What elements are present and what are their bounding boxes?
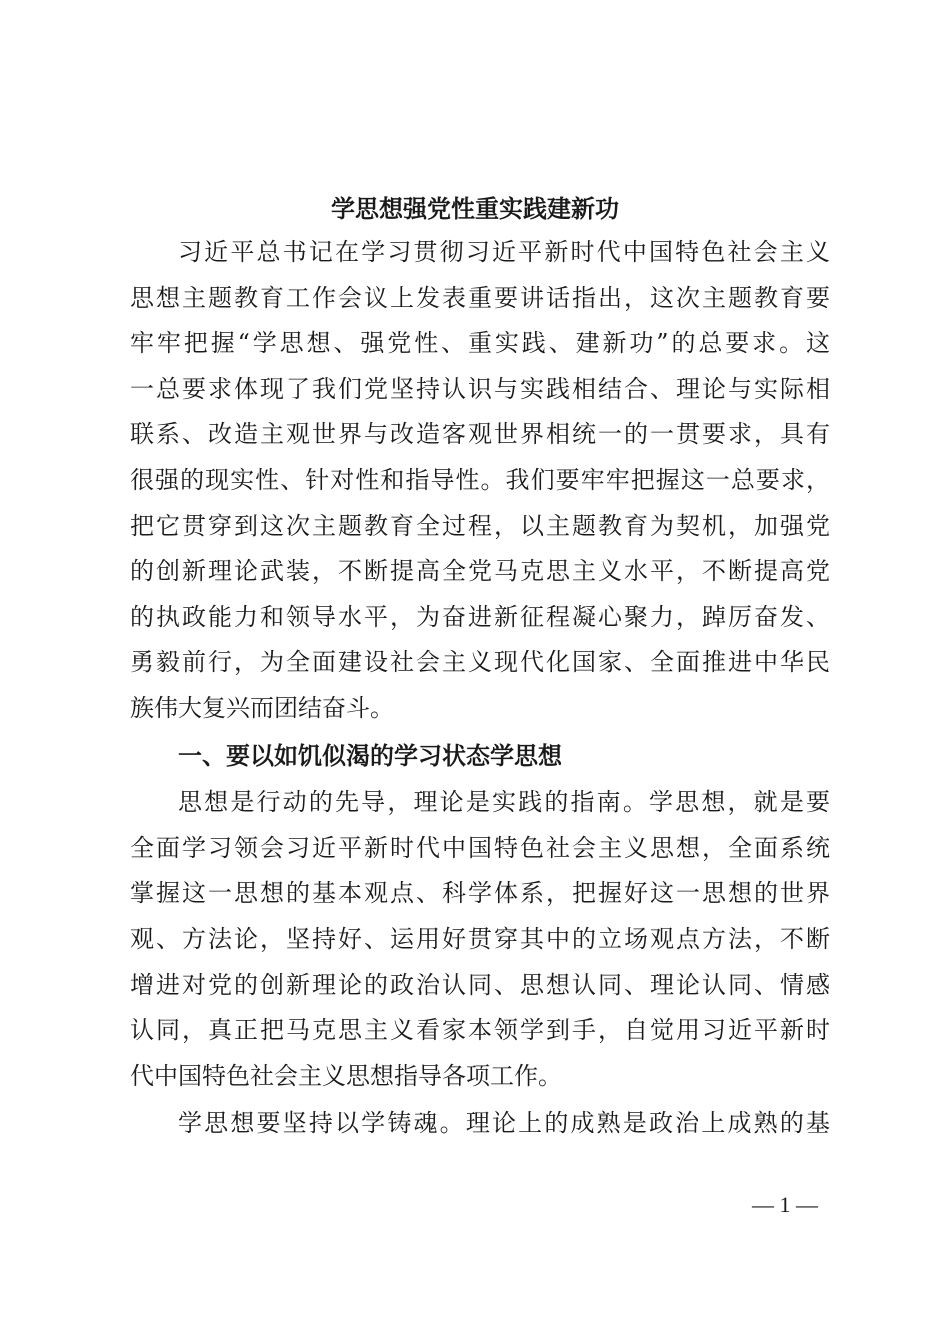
paragraph-line: 思想主题教育工作会议上发表重要讲话指出，这次主题教育要 [130, 284, 830, 312]
page-number: — 1 — [752, 1192, 818, 1217]
paragraph-line: 的执政能力和领导水平，为奋进新征程凝心聚力，踔厉奋发、 [130, 603, 830, 631]
paragraph-line: 习近平总书记在学习贯彻习近平新时代中国特色社会主义 [178, 238, 830, 266]
paragraph-line: 族伟大复兴而团结奋斗。 [130, 694, 394, 722]
paragraph-line: 勇毅前行，为全面建设社会主义现代化国家、全面推进中华民 [130, 648, 830, 676]
paragraph-line: 的创新理论武装，不断提高全党马克思主义水平，不断提高党 [130, 557, 830, 585]
paragraph-line: 学思想要坚持以学铸魂。理论上的成熟是政治上成熟的基 [178, 1109, 830, 1137]
paragraph-line: 全面学习领会习近平新时代中国特色社会主义思想，全面系统 [130, 834, 830, 862]
paragraph-line: 思想是行动的先导，理论是实践的指南。学思想，就是要 [178, 788, 830, 816]
paragraph-line: 牢牢把握“学思想、强党性、重实践、建新功”的总要求。这 [130, 329, 830, 357]
paragraph-line: 很强的现实性、针对性和指导性。我们要牢牢把握这一总要求， [130, 466, 830, 494]
paragraph-line: 掌握这一思想的基本观点、科学体系，把握好这一思想的世界 [130, 879, 830, 907]
paragraph-line: 增进对党的创新理论的政治认同、思想认同、理论认同、情感 [130, 971, 830, 999]
paragraph-line: 认同，真正把马克思主义看家本领学到手，自觉用习近平新时 [130, 1016, 830, 1044]
document-title: 学思想强党性重实践建新功 [331, 194, 619, 223]
section-heading: 一、要以如饥似渴的学习状态学思想 [178, 742, 562, 770]
paragraph-line: 观、方法论，坚持好、运用好贯穿其中的立场观点方法，不断 [130, 925, 830, 953]
paragraph-line: 把它贯穿到这次主题教育全过程，以主题教育为契机，加强党 [130, 512, 830, 540]
paragraph-line: 一总要求体现了我们党坚持认识与实践相结合、理论与实际相 [130, 375, 830, 403]
paragraph-line: 联系、改造主观世界与改造客观世界相统一的一贯要求，具有 [130, 420, 830, 448]
paragraph-line: 代中国特色社会主义思想指导各项工作。 [130, 1062, 562, 1090]
